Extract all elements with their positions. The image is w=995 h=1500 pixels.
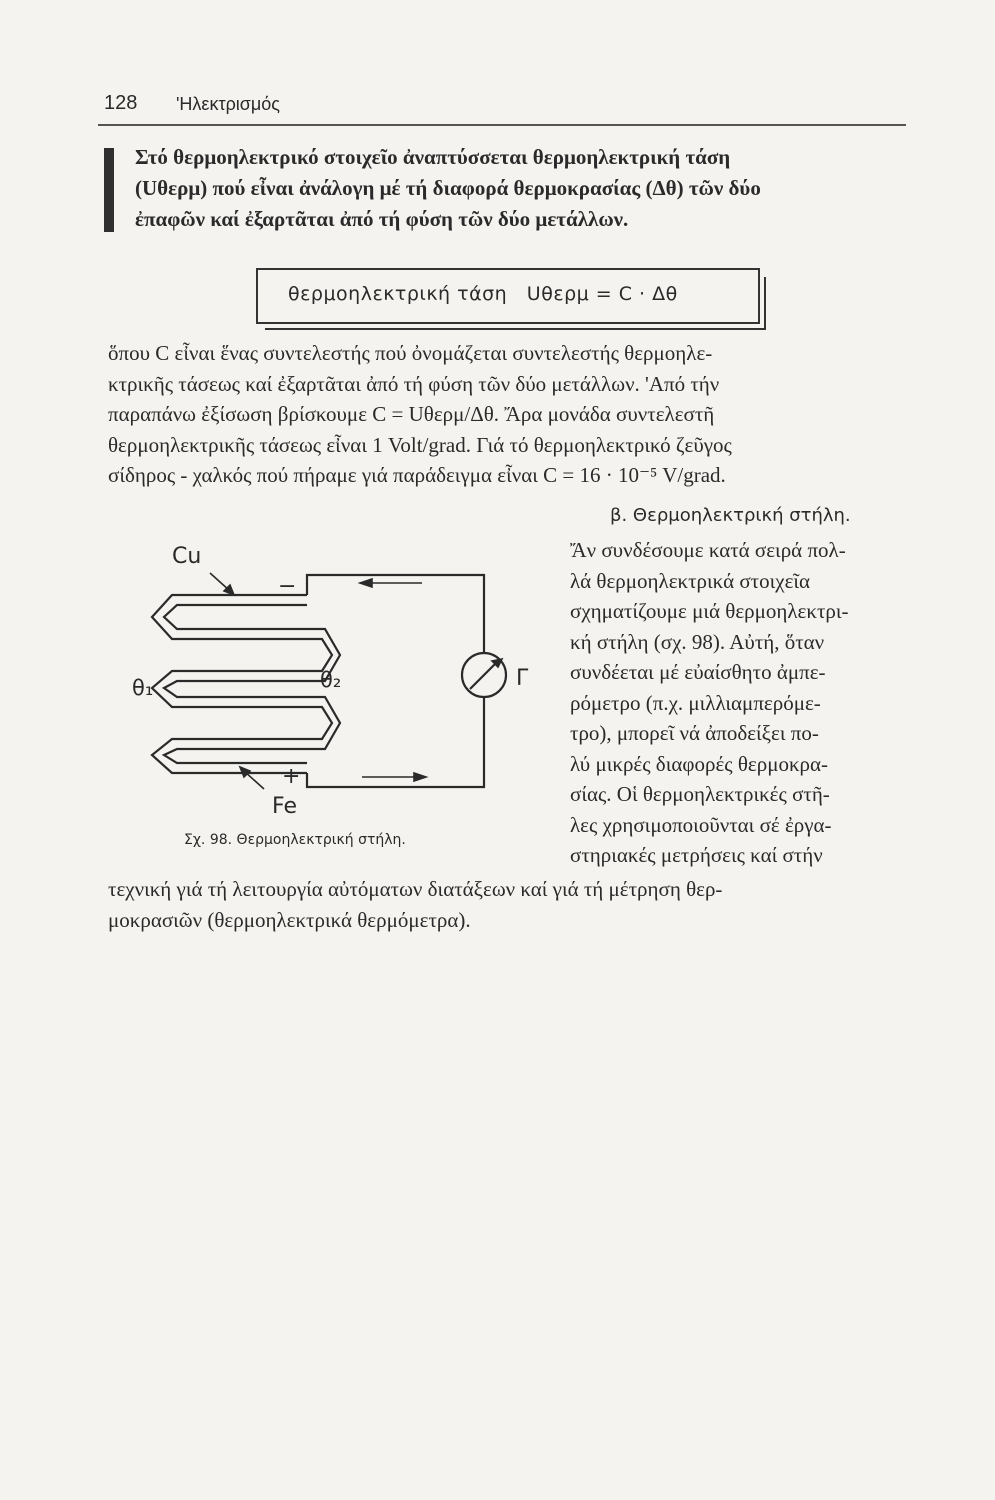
running-head: 'Ηλεκτρισμός	[176, 94, 280, 114]
arrow-head-icon	[360, 579, 372, 587]
label-theta2: θ₂	[320, 668, 342, 692]
emphasis-bar	[104, 148, 114, 232]
label-cu: Cu	[172, 544, 202, 569]
column-line: στηριακές μετρήσεις καί στήν	[570, 843, 823, 867]
thesis-statement	[135, 142, 910, 235]
column-line: ρόμετρο (π.χ. μιλλιαμπερόμε-	[570, 690, 821, 715]
paragraph-line: θερμοηλεκτρικῆς τάσεως εἶναι 1 Volt/grad. Γιά τό θερμοηλεκτρικό ζεῦγος	[108, 432, 732, 457]
page-number: 128	[104, 92, 138, 114]
closing-line: μοκρασιῶν (θερμοηλεκτρικά θερμόμετρα).	[108, 908, 471, 932]
column-line: Ἄν συνδέσουμε κατά σειρά πολ-	[570, 538, 846, 562]
column-line: συνδέεται μέ εὐαίσθητο ἀμπε-	[570, 660, 826, 684]
formula: θερμοηλεκτρική τάση Uθερμ = C · Δθ	[288, 283, 678, 305]
column-line: σχηματίζουμε μιά θερμοηλεκτρι-	[570, 599, 849, 623]
wire-top	[307, 575, 484, 653]
label-meter: Γ	[516, 666, 529, 691]
thesis-line: ἐπαφῶν καί ἐξαρτᾶται ἀπό τή φύση τῶν δύο μετάλλων.	[135, 207, 629, 231]
paragraph-line: κτρικῆς τάσεως καί ἐξαρτᾶται ἀπό τή φύση τῶν δύο μετάλλων. 'Από τήν	[108, 371, 720, 396]
header-rule	[98, 124, 906, 126]
pile-outer-line	[152, 595, 332, 773]
column-line: λά θερμοηλεκτρικά στοιχεῖα	[570, 568, 811, 593]
column-line: σίας. Οἱ θερμοηλεκτρικές στῆ-	[570, 782, 830, 806]
column-line: τρο), μπορεῖ νά ἀποδείξει πο-	[570, 721, 819, 745]
body-paragraph	[108, 338, 916, 491]
thesis-line: Στό θερμοηλεκτρικό στοιχεῖο ἀναπτύσσεται θερμοηλεκτρική τάση	[135, 145, 731, 169]
label-theta1: θ₁	[132, 676, 154, 700]
paragraph-line: ὅπου C εἶναι ἕνας συντελεστής πού ὀνομάζεται συντελεστής θερμοηλε-	[108, 341, 713, 365]
thermopile-diagram	[132, 535, 562, 835]
galvanometer-needle	[470, 661, 498, 689]
closing-line: τεχνική γιά τή λειτουργία αὐτόματων διατάξεων καί γιά τή μέτρηση θερ-	[108, 877, 723, 901]
arrow-head-icon	[414, 773, 426, 781]
label-minus: −	[278, 574, 297, 599]
subheading: β. Θερμοηλεκτρική στήλη.	[610, 505, 851, 526]
figure-caption: Σχ. 98. Θερμοηλεκτρική στήλη.	[184, 832, 406, 848]
thesis-line: (Uθερμ) πού εἶναι ἀνάλογη μέ τή διαφορά θερμοκρασίας (Δθ) τῶν δύο	[135, 176, 761, 200]
column-line: λες χρησιμοποιοῦνται σέ ἐργα-	[570, 812, 832, 837]
column-text	[570, 535, 916, 871]
closing-paragraph	[108, 874, 916, 936]
label-fe: Fe	[272, 794, 297, 819]
column-line: λύ μικρές διαφορές θερμοκρα-	[570, 751, 829, 776]
column-line: κή στήλη (σχ. 98). Αὐτή, ὅταν	[570, 629, 825, 654]
label-plus: +	[282, 764, 301, 789]
paragraph-line: σίδηρος - χαλκός πού πήραμε γιά παράδειγμα εἶναι C = 16 · 10⁻⁵ V/grad.	[108, 463, 726, 487]
paragraph-line: παραπάνω ἐξίσωση βρίσκουμε C = Uθερμ/Δθ. Ἄρα μονάδα συντελεστῆ	[108, 402, 715, 426]
